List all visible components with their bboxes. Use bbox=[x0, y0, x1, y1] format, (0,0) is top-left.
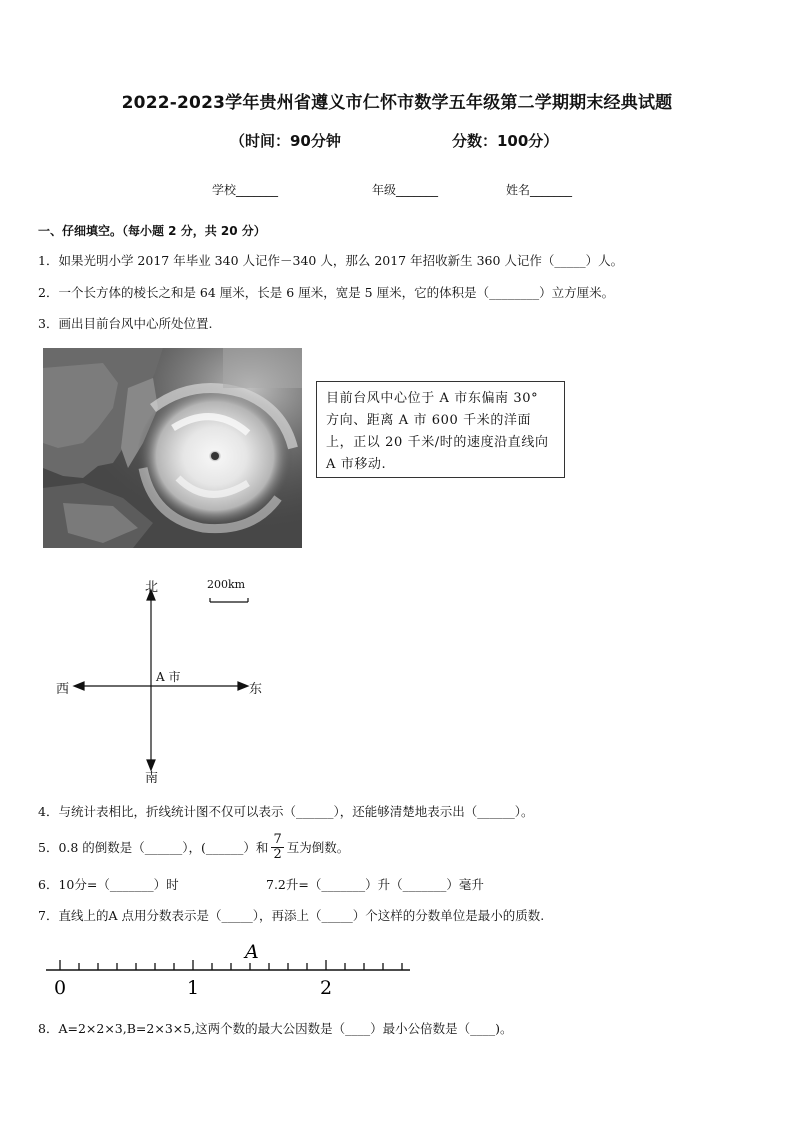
question-8: 8．A=2×2×3,B=2×3×5,这两个数的最大公因数是（____）最小公倍数是（____)。 bbox=[38, 1021, 513, 1036]
east-arrow-icon bbox=[238, 682, 248, 690]
school-field: 学校_______ bbox=[212, 183, 279, 197]
west-label: 西 bbox=[56, 682, 70, 697]
fraction-seven-halves bbox=[271, 833, 283, 862]
typhoon-satellite-image bbox=[43, 348, 302, 548]
question-2: 2．一个长方体的棱长之和是 64 厘米，长是 6 厘米，宽是 5 厘米，它的体积是（________）立方厘米。 bbox=[38, 285, 615, 300]
tick-label-2: 2 bbox=[319, 977, 333, 999]
exam-time: （时间：90分钟 bbox=[230, 132, 341, 150]
tick-label-0: 0 bbox=[53, 977, 67, 999]
fraction-numerator: 7 bbox=[273, 831, 282, 847]
name-field: 姓名_______ bbox=[506, 183, 573, 197]
question-6b: 7.2升=（_______）升（_______）毫升 bbox=[266, 877, 484, 892]
point-a-label: A bbox=[245, 941, 259, 963]
tick-label-1: 1 bbox=[186, 977, 200, 999]
question-7: 7．直线上的A 点用分数表示是（_____），再添上（_____）个这样的分数单位是最小的质数. bbox=[38, 908, 545, 923]
typhoon-photo-svg bbox=[43, 348, 302, 548]
question-5 bbox=[38, 829, 349, 865]
typhoon-info-box: 目前台风中心位于 A 市东偏南 30° 方向、距离 A 市 600 千米的洋面上，正以 20 千米/时的速度沿直线向 A 市移动. bbox=[316, 381, 565, 478]
section-heading: 一、仔细填空。（每小题 2 分，共 20 分） bbox=[38, 224, 266, 238]
north-label: 北 bbox=[145, 580, 159, 595]
west-arrow-icon bbox=[74, 682, 84, 690]
number-line bbox=[40, 936, 420, 1000]
exam-score: 分数：100分） bbox=[452, 132, 559, 150]
scale-label: 200km bbox=[207, 578, 246, 591]
question-3: 3．画出目前台风中心所处位置. bbox=[38, 316, 213, 331]
fraction-denominator: 2 bbox=[273, 846, 282, 862]
south-label: 南 bbox=[145, 771, 159, 786]
page-title: 2022-2023学年贵州省遵义市仁怀市数学五年级第二学期期末经典试题 bbox=[121, 93, 673, 113]
question-1: 1．如果光明小学 2017 年毕业 340 人记作－340 人，那么 2017 年招收新生 360 人记作（_____）人。 bbox=[38, 253, 624, 268]
question-5-tail: 互为倒数。 bbox=[286, 840, 350, 855]
question-5-text: 5．0.8 的倒数是（______），(______）和 bbox=[38, 840, 269, 855]
question-4: 4．与统计表相比，折线统计图不仅可以表示（______），还能够清楚地表示出（______）。 bbox=[38, 804, 534, 819]
grade-field: 年级_______ bbox=[372, 183, 439, 197]
city-a-label: A 市 bbox=[156, 670, 181, 684]
east-label: 东 bbox=[249, 682, 263, 697]
question-6a: 6．10分=（_______）时 bbox=[38, 877, 179, 892]
